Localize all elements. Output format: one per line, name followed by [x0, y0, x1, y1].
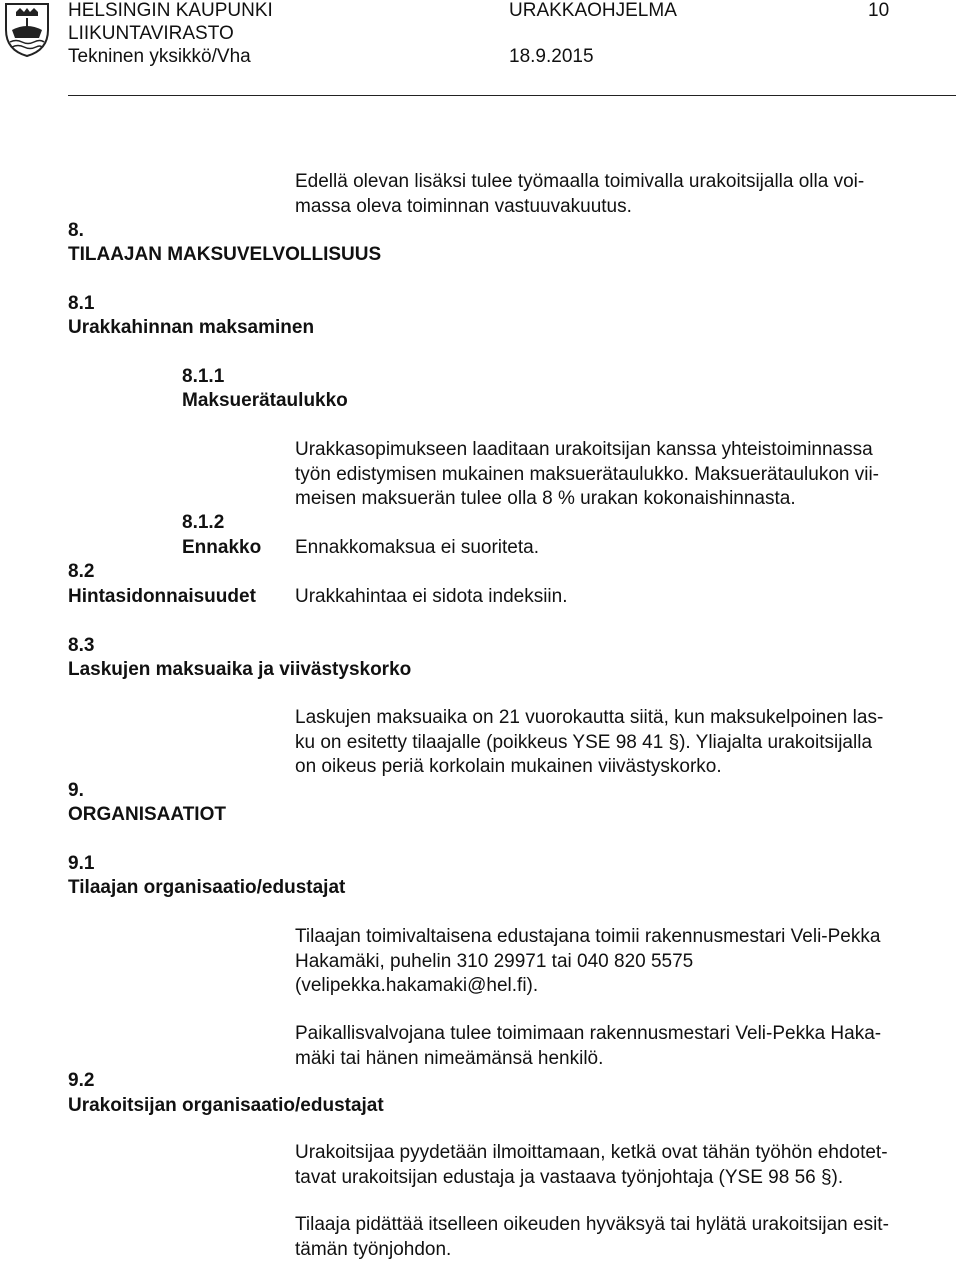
text-line: Laskujen maksuaika on 21 vuorokautta siitä, kun maksukelpoinen las- — [295, 707, 884, 728]
section-8-3-number: 8.3 — [68, 635, 95, 656]
section-8-1-1-title: Maksuerätaulukko — [182, 390, 348, 411]
section-8-2-number: 8.2 — [68, 561, 95, 582]
city-crest-icon — [2, 0, 52, 58]
text-line: Urakoitsijaa pyydetään ilmoittamaan, ketkä ovat tähän työhön ehdotet- — [295, 1142, 888, 1163]
section-9-number: 9. — [68, 780, 84, 801]
text-line: on oikeus periä korkolain mukainen viivästyskorko. — [295, 756, 722, 777]
section-8-1-1-number: 8.1.1 — [182, 366, 225, 387]
text-line: meisen maksuerän tulee olla 8 % urakan kokonaishinnasta. — [295, 488, 796, 509]
section-8-2-title: Hintasidonnaisuudet — [68, 586, 256, 607]
text-line: Tilaaja pidättää itselleen oikeuden hyväksyä tai hylätä urakoitsijan esit- — [295, 1214, 889, 1235]
text-line: Paikallisvalvojana tulee toimimaan rakennusmestari Veli-Pekka Haka- — [295, 1023, 882, 1044]
section-9-1-paragraph-2 — [295, 1022, 945, 1071]
text-line: työn edistymisen mukainen maksuerätaulukko. Maksuerätaulukon vii- — [295, 463, 879, 485]
section-8-1-number: 8.1 — [68, 293, 95, 314]
text-line: massa oleva toiminnan vastuuvakuutus. — [295, 195, 632, 217]
section-8-3-title: Laskujen maksuaika ja viivästyskorko — [68, 659, 412, 680]
section-8-number: 8. — [68, 220, 84, 241]
section-8-1-1-paragraph — [295, 438, 945, 512]
section-9-2-number: 9.2 — [68, 1070, 95, 1091]
text-line: Edellä olevan lisäksi tulee työmaalla toimivalla urakoitsijalla olla voi- — [295, 171, 865, 192]
text-line: Hakamäki, puhelin 310 29971 tai 040 820 5575 — [295, 950, 694, 972]
section-9-title: ORGANISAATIOT — [68, 804, 226, 825]
section-9-2-title: Urakoitsijan organisaatio/edustajat — [68, 1095, 384, 1116]
document-title: URAKKAOHJELMA — [509, 0, 677, 21]
section-8-1-2-text: Ennakkomaksua ei suoriteta. — [295, 537, 539, 558]
text-line: ku on esitetty tilaajalle (poikkeus YSE 98 41 §). Yliajalta urakoitsijalla — [295, 731, 873, 753]
section-8-1-2-number: 8.1.2 — [182, 512, 225, 533]
text-line: tämän työnjohdon. — [295, 1238, 452, 1260]
section-9-1-paragraph-1 — [295, 925, 945, 999]
section-8-2-text: Urakkahintaa ei sidota indeksiin. — [295, 586, 568, 607]
intro-paragraph — [295, 170, 945, 219]
text-line: Tilaajan toimivaltaisena edustajana toimii rakennusmestari Veli-Pekka — [295, 926, 881, 947]
document-date: 18.9.2015 — [509, 46, 594, 67]
section-8-1-2-title: Ennakko — [182, 537, 262, 558]
section-8-3-paragraph — [295, 706, 945, 780]
section-9-1-number: 9.1 — [68, 853, 95, 874]
text-line: tavat urakoitsijan edustaja ja vastaava työnjohtaja (YSE 98 56 §). — [295, 1166, 844, 1188]
org-name: HELSINGIN KAUPUNKI — [68, 0, 273, 21]
text-line: mäki tai hänen nimeämänsä henkilö. — [295, 1047, 604, 1069]
section-8-title: TILAAJAN MAKSUVELVOLLISUUS — [68, 244, 382, 265]
section-9-2-paragraph-1 — [295, 1141, 945, 1190]
unit-name: Tekninen yksikkö/Vha — [68, 46, 251, 67]
page-number: 10 — [868, 0, 890, 21]
section-9-1-title: Tilaajan organisaatio/edustajat — [68, 877, 346, 898]
section-9-2-paragraph-2 — [295, 1213, 945, 1262]
header-divider — [68, 95, 956, 96]
text-line: Urakkasopimukseen laaditaan urakoitsijan kanssa yhteistoiminnassa — [295, 439, 873, 460]
department-name: LIIKUNTAVIRASTO — [68, 23, 234, 44]
text-line: (velipekka.hakamaki@hel.fi). — [295, 975, 539, 996]
section-8-1-title: Urakkahinnan maksaminen — [68, 317, 315, 338]
